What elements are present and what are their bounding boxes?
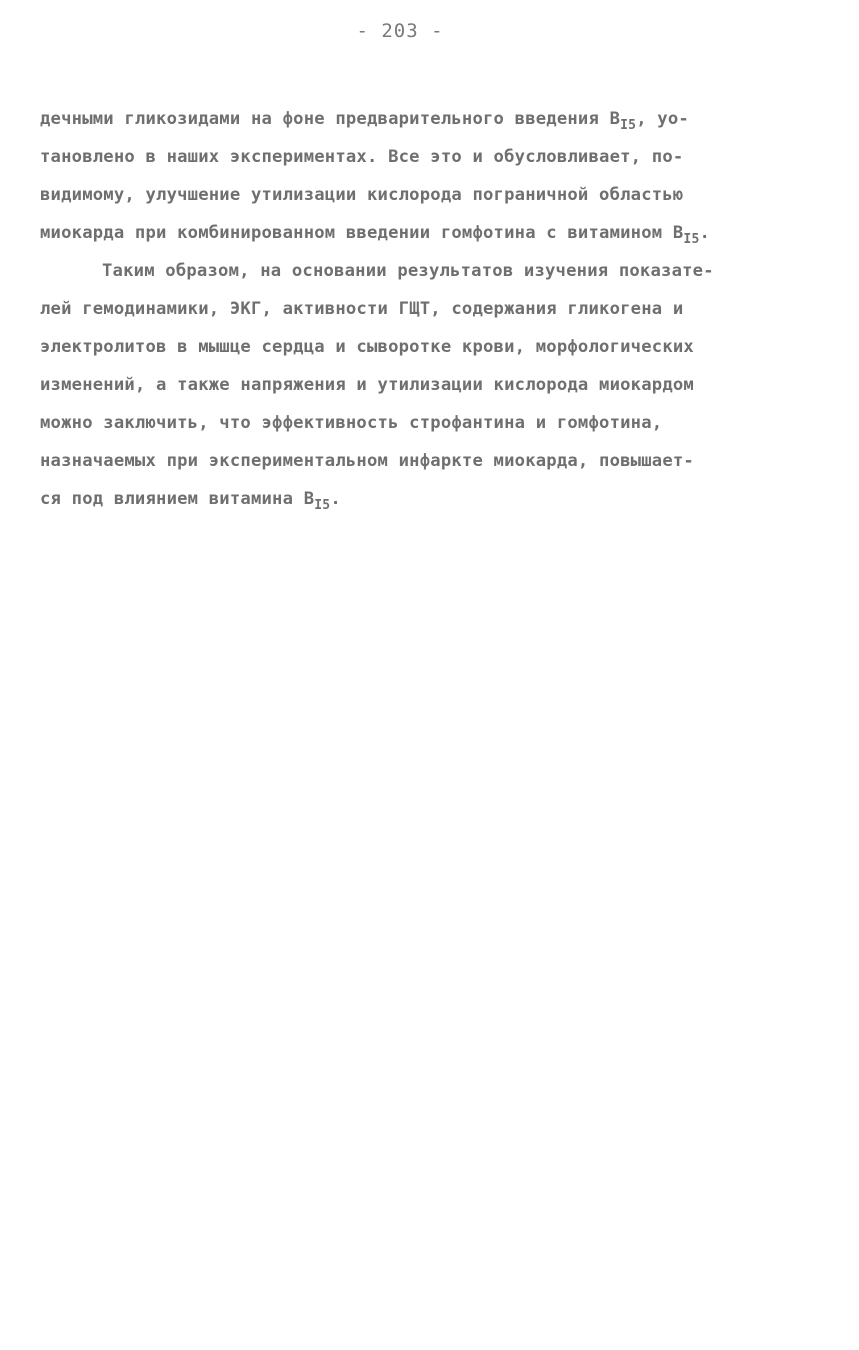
text-line bbox=[40, 442, 830, 480]
line-text: электролитов в мышце сердца и сыворотке крови, морфологических bbox=[40, 337, 694, 357]
text-line bbox=[40, 480, 830, 518]
line-text: миокарда при комбинированном введении гомфотина с витамином B bbox=[40, 223, 684, 243]
line-tail: , уо- bbox=[636, 109, 689, 129]
line-text: изменений, а также напряжения и утилизации кислорода миокардом bbox=[40, 375, 694, 395]
line-tail: . bbox=[699, 223, 711, 243]
text-line bbox=[40, 328, 830, 366]
text-line bbox=[40, 214, 830, 252]
subscript: I5 bbox=[314, 498, 331, 513]
line-text: ся под влиянием витамина B bbox=[40, 489, 315, 509]
text-line-paragraph-start bbox=[40, 252, 830, 290]
text-line bbox=[40, 290, 830, 328]
line-text: дечными гликозидами на фоне предварительного введения B bbox=[40, 109, 621, 129]
line-text: назначаемых при экспериментальном инфаркте миокарда, повышает- bbox=[40, 451, 694, 471]
subscript: I5 bbox=[620, 118, 637, 133]
line-text: лей гемодинамики, ЭКГ, активности ГЩТ, содержания гликогена и bbox=[40, 299, 684, 319]
text-line bbox=[40, 138, 830, 176]
line-text: тановлено в наших экспериментах. Все это и обусловливает, по- bbox=[40, 147, 684, 167]
line-tail: . bbox=[330, 489, 341, 509]
body-text bbox=[40, 100, 830, 518]
page-number: - 203 - bbox=[356, 20, 444, 42]
text-line bbox=[40, 176, 830, 214]
text-line bbox=[40, 366, 830, 404]
line-text: видимому, улучшение утилизации кислорода пограничной областью bbox=[40, 185, 684, 205]
subscript: I5 bbox=[683, 232, 700, 247]
line-text: можно заключить, что эффективность строфантина и гомфотина, bbox=[40, 413, 663, 433]
text-line bbox=[40, 404, 830, 442]
line-text: Таким образом, на основании результатов изучения показате- bbox=[102, 261, 714, 281]
text-line bbox=[40, 100, 830, 138]
